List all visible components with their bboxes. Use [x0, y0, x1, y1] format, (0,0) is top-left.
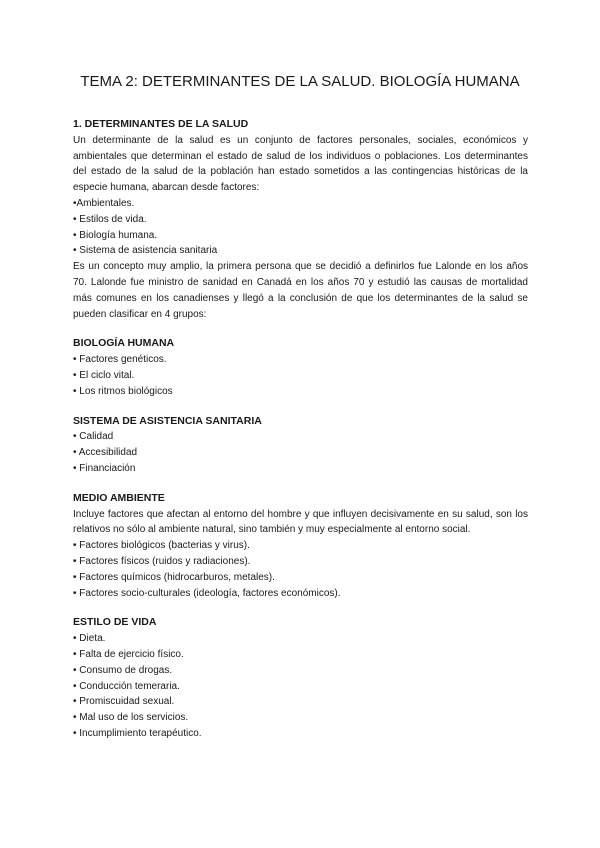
list-item: • Los ritmos biológicos [73, 385, 173, 397]
list-item: •Ambientales. [73, 197, 135, 209]
list-item: • Financiación [73, 462, 136, 474]
list-item: • Estilos de vida. [73, 213, 147, 225]
list-item: • Biología humana. [73, 229, 158, 241]
section-heading-sistema: SISTEMA DE ASISTENCIA SANITARIA [73, 414, 262, 427]
list-item: • Incumplimiento terapéutico. [73, 727, 202, 739]
page-title: TEMA 2: DETERMINANTES DE LA SALUD. BIOLOGÍA HUMANA [80, 73, 520, 90]
paragraph-lalonde: Es un concepto muy amplio, la primera persona que se decidió a definirlos fue Lalonde en los años 70. Lalonde fue ministro de sanidad en Canadá en los años 70 y estudió las causas de mortalidad más comunes en los canadienses y llegó a la conclusión de que los determinantes de la salud se pueden clasificar en 4 grupos: [73, 261, 528, 320]
list-item: • Calidad [73, 431, 114, 443]
section-heading-biologia: BIOLOGÍA HUMANA [73, 337, 175, 350]
list-item: • Consumo de drogas. [73, 664, 173, 676]
list-item: • Factores físicos (ruidos y radiaciones). [73, 555, 251, 567]
list-item: • Factores genéticos. [73, 354, 167, 366]
list-item: • Factores químicos (hidrocarburos, metales). [73, 571, 275, 583]
section-heading-determinantes: 1. DETERMINANTES DE LA SALUD [73, 118, 249, 130]
section-heading-medio: MEDIO AMBIENTE [73, 491, 165, 504]
list-item: • Factores biológicos (bacterias y virus). [73, 540, 250, 552]
paragraph-medio: Incluye factores que afectan al entorno del hombre y que influyen decisivamente en su salud, son los relativos no sólo al ambiente natural, sino también y muy especialmente al entorno social. [73, 508, 528, 536]
list-item: • El ciclo vital. [73, 369, 135, 381]
list-item: • Mal uso de los servicios. [73, 712, 189, 724]
list-biologia [73, 352, 528, 399]
list-determinantes [73, 196, 528, 259]
section-heading-estilo: ESTILO DE VIDA [73, 616, 157, 629]
list-item: • Dieta. [73, 633, 106, 645]
paragraph-intro: Un determinante de la salud es un conjunto de factores personales, sociales, económicos y ambientales que determinan el estado de salud de los individuos o poblaciones. Los determinantes del estado de la salud de la población han estado sometidos a las contingencias históricas de la especie humana, abarcan desde factores: [73, 134, 528, 194]
list-item: • Promiscuidad sexual. [73, 696, 175, 708]
list-item: • Factores socio-culturales (ideología, factores económicos). [73, 587, 341, 599]
list-item: • Accesibilidad [73, 447, 138, 459]
document-body [73, 117, 528, 742]
list-item: • Sistema de asistencia sanitaria [73, 245, 218, 257]
list-sistema [73, 429, 528, 476]
list-medio [73, 538, 528, 601]
list-item: • Falta de ejercicio físico. [73, 648, 184, 660]
list-item: • Conducción temeraria. [73, 680, 180, 692]
list-estilo [73, 631, 528, 742]
